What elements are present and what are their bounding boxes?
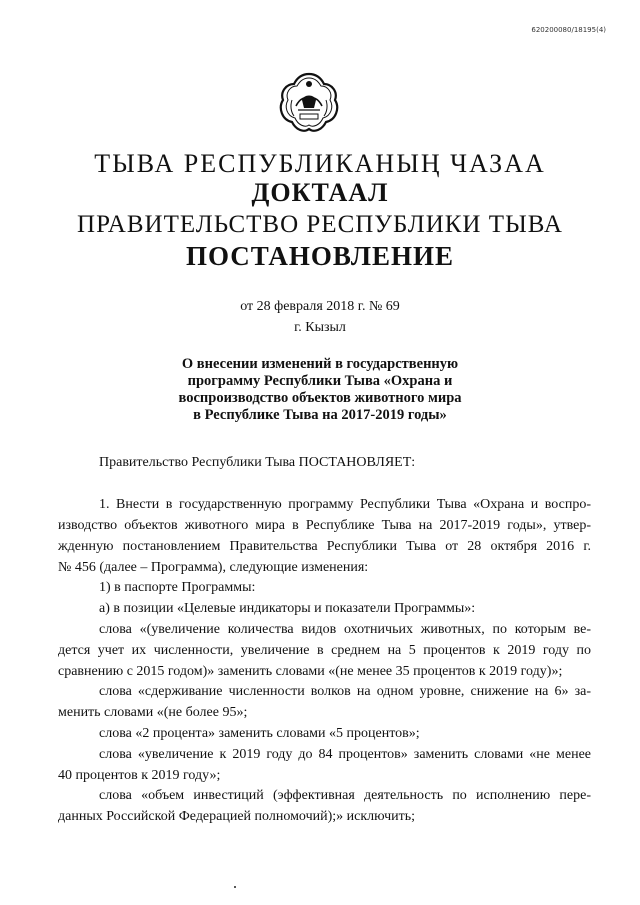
body-line: 40 процентов к 2019 году»;: [58, 768, 221, 783]
body-line: № 456 (далее – Программа), следующие изменения:: [58, 560, 369, 575]
body-line: слова «объем инвестиций (эффективная деятельность по исполнению пере-: [99, 788, 591, 803]
scan-speck: [234, 886, 236, 888]
header-tuvan-government: ТЫВА РЕСПУБЛИКАНЫҢ ЧАЗАА: [94, 149, 546, 178]
body-line: слова «увеличение к 2019 году до 84 процентов» заменить словами «не менее: [99, 747, 591, 762]
body-line: слова «(увеличение количества видов охотничьих животных, по которым ве-: [99, 622, 591, 637]
header-doktaal: ДОКТААЛ: [251, 178, 389, 207]
document-city: г. Кызыл: [294, 320, 346, 335]
body-line: 1) в паспорте Программы:: [99, 580, 256, 595]
document-subject: [0, 356, 640, 424]
body-line: данных Российской Федерацией полномочий);» исключить;: [58, 809, 415, 824]
header-government-russian: ПРАВИТЕЛЬСТВО РЕСПУБЛИКИ ТЫВА: [77, 211, 563, 238]
body-line: дется учет их численности, увеличение в среднем на 5 процентов к 2019 году по: [58, 643, 591, 658]
subject-line: воспроизводство объектов животного мира: [178, 390, 462, 406]
body-line: жденную постановлением Правительства Республики Тыва от 28 октября 2016 г.: [58, 539, 591, 554]
subject-line: О внесении изменений в государственную: [181, 356, 459, 372]
document-id: 620200080/18195(4): [531, 26, 606, 34]
preamble-line: Правительство Республики Тыва ПОСТАНОВЛЯЕТ:: [99, 455, 416, 470]
body-line: а) в позиции «Целевые индикаторы и показатели Программы»:: [99, 601, 476, 616]
body-line: изводство объектов животного мира в Республике Тыва на 2017-2019 годы», утвер-: [58, 518, 591, 533]
document-date: от 28 февраля 2018 г. № 69: [240, 299, 400, 314]
subject-line: в Республике Тыва на 2017-2019 годы»: [193, 407, 447, 423]
subject-line: программу Республики Тыва «Охрана и: [187, 373, 453, 389]
body-line: слова «2 процента» заменить словами «5 процентов»;: [99, 726, 420, 741]
header-postanovlenie: ПОСТАНОВЛЕНИЕ: [185, 241, 455, 271]
body-line: слова «сдерживание численности волков на одном уровне, снижение на 6» за-: [99, 684, 591, 699]
body-line: менить словами «(не более 95»;: [58, 705, 248, 720]
body-line: сравнению с 2015 годом)» заменить словами «(не менее 35 процентов к 2019 году)»;: [58, 664, 563, 679]
coat-of-arms-emblem: [278, 70, 340, 136]
body-line: 1. Внести в государственную программу Республики Тыва «Охрана и воспро-: [99, 497, 591, 512]
